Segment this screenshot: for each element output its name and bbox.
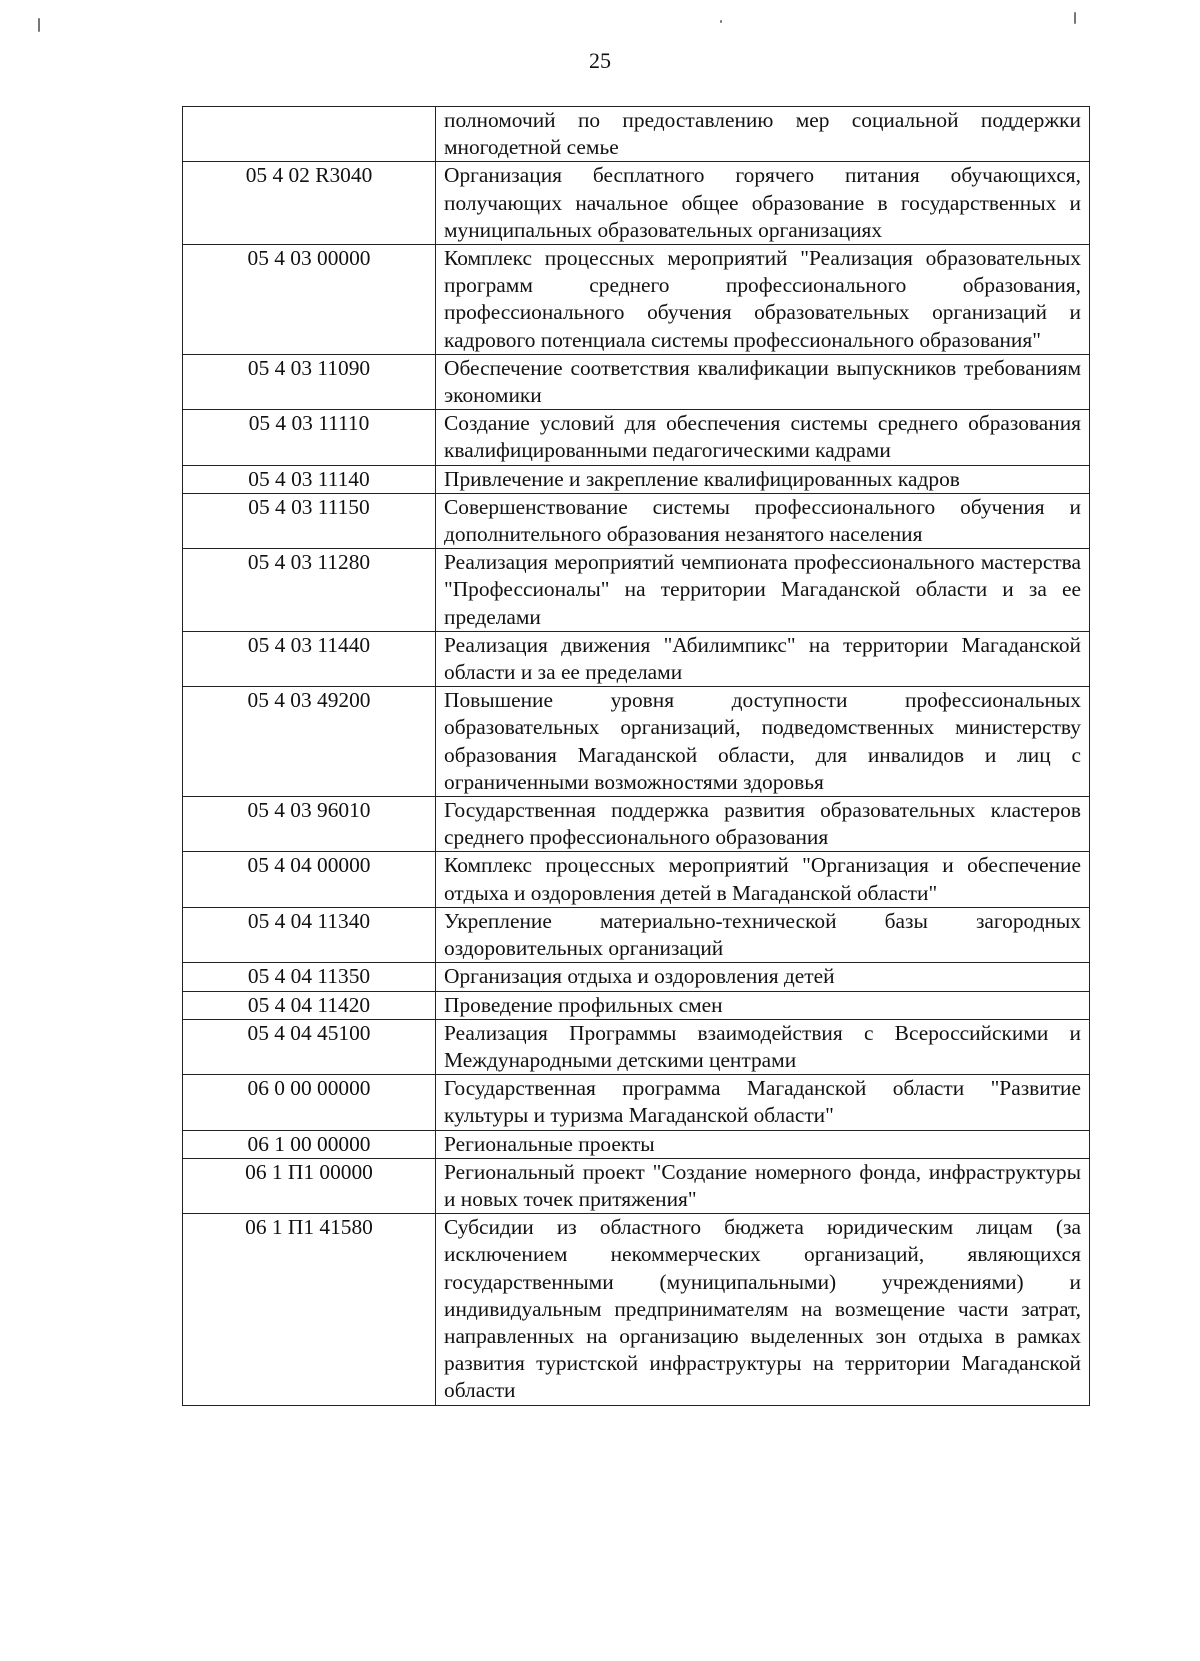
table-row — [183, 354, 1090, 409]
table-row — [183, 549, 1090, 632]
row-code-cell: 05 4 04 00000 — [183, 852, 436, 907]
row-description-cell: Организация бесплатного горячего питания обучающихся, получающих начальное общее образование в государственных и муниципальных образовательных организациях — [436, 162, 1090, 245]
row-description-cell: Создание условий для обеспечения системы среднего образования квалифицированными педагогическими кадрами — [436, 410, 1090, 465]
row-description-cell: Региональный проект "Создание номерного фонда, инфраструктуры и новых точек притяжения" — [436, 1158, 1090, 1213]
row-description-cell: Укрепление материально-технической базы загородных оздоровительных организаций — [436, 907, 1090, 962]
table-row — [183, 991, 1090, 1019]
table-row — [183, 631, 1090, 686]
table-row — [183, 852, 1090, 907]
row-description-cell: Повышение уровня доступности профессиональных образовательных организаций, подведомственных министерству образования Магаданской области, для инвалидов и лиц с ограниченными возможностями здоровья — [436, 687, 1090, 797]
budget-classification-table — [182, 106, 1090, 1406]
table-row — [183, 493, 1090, 548]
row-description-cell: полномочий по предоставлению мер социальной поддержки многодетной семье — [436, 107, 1090, 162]
table-row — [183, 410, 1090, 465]
row-code-cell: 05 4 03 11090 — [183, 354, 436, 409]
row-code-cell: 05 4 03 11280 — [183, 549, 436, 632]
row-code-cell: 06 1 00 00000 — [183, 1130, 436, 1158]
row-description-cell: Государственная поддержка развития образовательных кластеров среднего профессионального образования — [436, 797, 1090, 852]
table-row — [183, 1158, 1090, 1213]
row-code-cell: 05 4 03 11140 — [183, 465, 436, 493]
row-code-cell: 05 4 03 11150 — [183, 493, 436, 548]
row-code-cell — [183, 107, 436, 162]
row-code-cell: 05 4 03 00000 — [183, 245, 436, 355]
row-code-cell: 05 4 04 11420 — [183, 991, 436, 1019]
table-row — [183, 797, 1090, 852]
table-row — [183, 963, 1090, 991]
row-description-cell: Региональные проекты — [436, 1130, 1090, 1158]
row-description-cell: Государственная программа Магаданской области "Развитие культуры и туризма Магаданской области" — [436, 1075, 1090, 1130]
table-row — [183, 1130, 1090, 1158]
page-number: 25 — [589, 48, 611, 73]
scan-artifact — [38, 18, 40, 32]
row-description-cell: Обеспечение соответствия квалификации выпускников требованиям экономики — [436, 354, 1090, 409]
table-row — [183, 1019, 1090, 1074]
row-description-cell: Организация отдыха и оздоровления детей — [436, 963, 1090, 991]
table-row — [183, 162, 1090, 245]
table-body — [183, 107, 1090, 1406]
table-row — [183, 1214, 1090, 1405]
row-code-cell: 05 4 04 11350 — [183, 963, 436, 991]
row-code-cell: 05 4 02 R3040 — [183, 162, 436, 245]
row-description-cell: Комплекс процессных мероприятий "Реализация образовательных программ среднего профессионального образования, профессионального обучения образовательных организаций и кадрового потенциала системы профессионального образования" — [436, 245, 1090, 355]
row-code-cell: 05 4 03 11440 — [183, 631, 436, 686]
table-row — [183, 907, 1090, 962]
row-code-cell: 05 4 04 45100 — [183, 1019, 436, 1074]
scan-artifact — [1074, 12, 1076, 24]
row-code-cell: 05 4 03 96010 — [183, 797, 436, 852]
row-code-cell: 06 1 П1 41580 — [183, 1214, 436, 1405]
table-row — [183, 687, 1090, 797]
row-description-cell: Привлечение и закрепление квалифицированных кадров — [436, 465, 1090, 493]
table-row — [183, 245, 1090, 355]
table-row — [183, 107, 1090, 162]
row-code-cell: 05 4 03 11110 — [183, 410, 436, 465]
row-code-cell: 06 1 П1 00000 — [183, 1158, 436, 1213]
row-code-cell: 05 4 03 49200 — [183, 687, 436, 797]
row-code-cell: 05 4 04 11340 — [183, 907, 436, 962]
row-code-cell: 06 0 00 00000 — [183, 1075, 436, 1130]
row-description-cell: Субсидии из областного бюджета юридическим лицам (за исключением некоммерческих организаций, являющихся государственными (муниципальными) учреждениями) и индивидуальным предпринимателям на возмещение части затрат, направленных на организацию выделенных зон отдыха в рамках развития туристской инфраструктуры на территории Магаданской области — [436, 1214, 1090, 1405]
row-description-cell: Совершенствование системы профессионального обучения и дополнительного образования незанятого населения — [436, 493, 1090, 548]
row-description-cell: Комплекс процессных мероприятий "Организация и обеспечение отдыха и оздоровления детей в Магаданской области" — [436, 852, 1090, 907]
row-description-cell: Реализация мероприятий чемпионата профессионального мастерства "Профессионалы" на территории Магаданской области и за ее пределами — [436, 549, 1090, 632]
row-description-cell: Реализация движения "Абилимпикс" на территории Магаданской области и за ее пределами — [436, 631, 1090, 686]
scan-artifact — [720, 20, 722, 23]
row-description-cell: Реализация Программы взаимодействия с Всероссийскими и Международными детскими центрами — [436, 1019, 1090, 1074]
row-description-cell: Проведение профильных смен — [436, 991, 1090, 1019]
table-row — [183, 465, 1090, 493]
table-row — [183, 1075, 1090, 1130]
